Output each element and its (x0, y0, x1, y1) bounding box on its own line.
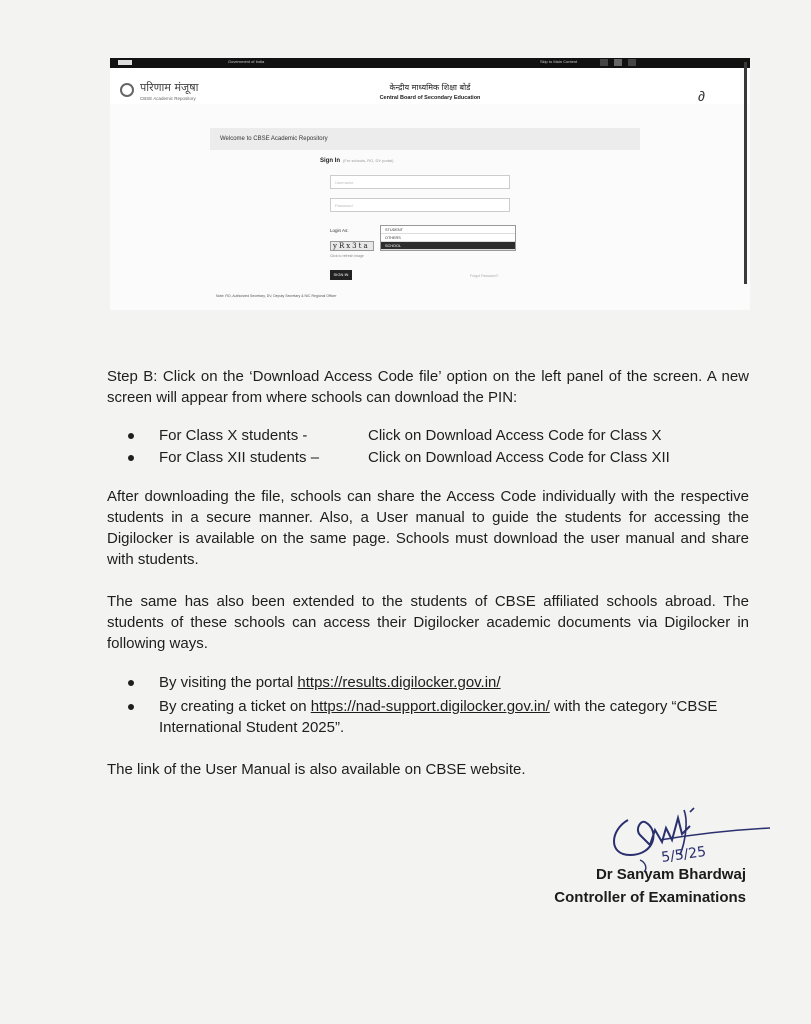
username-input[interactable]: Username (330, 175, 510, 189)
signin-hint: (For schools, RO, DV portal) (343, 158, 394, 163)
way-text: By visiting the portal (159, 674, 298, 691)
portal-footer-note: Note: RO, Authorized Secretary, DV, Deputy Secretary & NIC Regional Officer (216, 294, 337, 298)
user-manual-text: The link of the User Manual is also available on CBSE website. (107, 761, 526, 778)
signin-button[interactable]: SIGN IN (330, 270, 352, 280)
gov-label: Government of India (228, 59, 265, 64)
signin-label: Sign In (320, 158, 340, 164)
board-name-hindi: केन्द्रीय माध्यमिक शिक्षा बोर्ड (389, 83, 471, 92)
bullet-action: Click on Download Access Code for Class X (368, 427, 662, 444)
board-name-english: Central Board of Secondary Education (379, 95, 481, 101)
way-text: with the category “CBSE International Student 2025”. (159, 698, 718, 736)
abroad-paragraph (107, 591, 749, 654)
skip-link: Skip to Main Content (540, 59, 578, 64)
password-input[interactable]: Password (330, 198, 510, 212)
signin-heading (320, 158, 393, 164)
list-item (128, 672, 750, 693)
user-manual-paragraph (107, 759, 749, 780)
embedded-portal-screenshot (110, 58, 750, 310)
captcha-image: yRx3ta (330, 241, 374, 251)
step-b-text: Step B: Click on the ‘Download Access Code file’ option on the left panel of the screen. A new screen will appear from where schools can download the PIN: (107, 368, 749, 406)
bullet-who: For Class XII students – (159, 449, 320, 466)
bullet-who: For Class X students - (159, 427, 308, 444)
login-as-dropdown[interactable] (380, 225, 516, 251)
signature-date: 5/5/25 (660, 843, 708, 866)
ways-bullet-list (128, 672, 750, 738)
bullet-icon (128, 704, 134, 710)
portal-top-bar (110, 58, 750, 68)
forgot-password-link[interactable]: Forgot Password? (470, 274, 499, 278)
welcome-banner: Welcome to CBSE Academic Repository (210, 128, 640, 150)
after-download-text: After downloading the file, schools can share the Access Code individually with the respective students in a secure manner. Also, a User manual to guide the students for accessing the Digilocker is available on the same page. Schools must download the user manual and share with students. (107, 488, 749, 568)
after-download-paragraph (107, 486, 749, 570)
font-size-icon (600, 59, 608, 66)
contrast-icon (614, 59, 622, 66)
dropdown-option[interactable]: OTHERS (381, 234, 515, 242)
scan-edge-line (744, 62, 747, 284)
way-text: By creating a ticket on (159, 698, 311, 715)
dropdown-option-selected[interactable]: SCHOOL (381, 242, 515, 250)
bullet-action: Click on Download Access Code for Class XII (368, 449, 670, 466)
results-digilocker-link[interactable]: https://results.digilocker.gov.in/ (297, 674, 501, 691)
bullet-icon (128, 680, 134, 686)
language-icon (628, 59, 636, 66)
bullet-icon (128, 433, 134, 439)
signatory-name: Dr Sanyam Bhardwaj (595, 866, 746, 883)
dropdown-option[interactable]: STUDENT (381, 226, 515, 234)
digital-india-logo-icon: ∂ (698, 88, 705, 104)
signatory-title: Controller of Examinations (554, 889, 746, 906)
flag-icon (118, 60, 132, 65)
bullet-icon (128, 455, 134, 461)
login-as-label: Login As: (330, 228, 349, 233)
list-item (128, 696, 750, 738)
captcha-refresh-link[interactable]: Click to refresh image (330, 254, 364, 258)
brand-hindi: परिणाम मंजूषा (140, 81, 199, 94)
brand-subtitle: CBSE Academic Repository (140, 96, 196, 101)
abroad-text: The same has also been extended to the students of CBSE affiliated schools abroad. The students of these schools can access their Digilocker academic documents via Digilocker in following ways. (107, 593, 749, 652)
portal-header (110, 68, 750, 105)
nad-support-link[interactable]: https://nad-support.digilocker.gov.in/ (310, 698, 550, 715)
step-b-paragraph (107, 366, 749, 408)
